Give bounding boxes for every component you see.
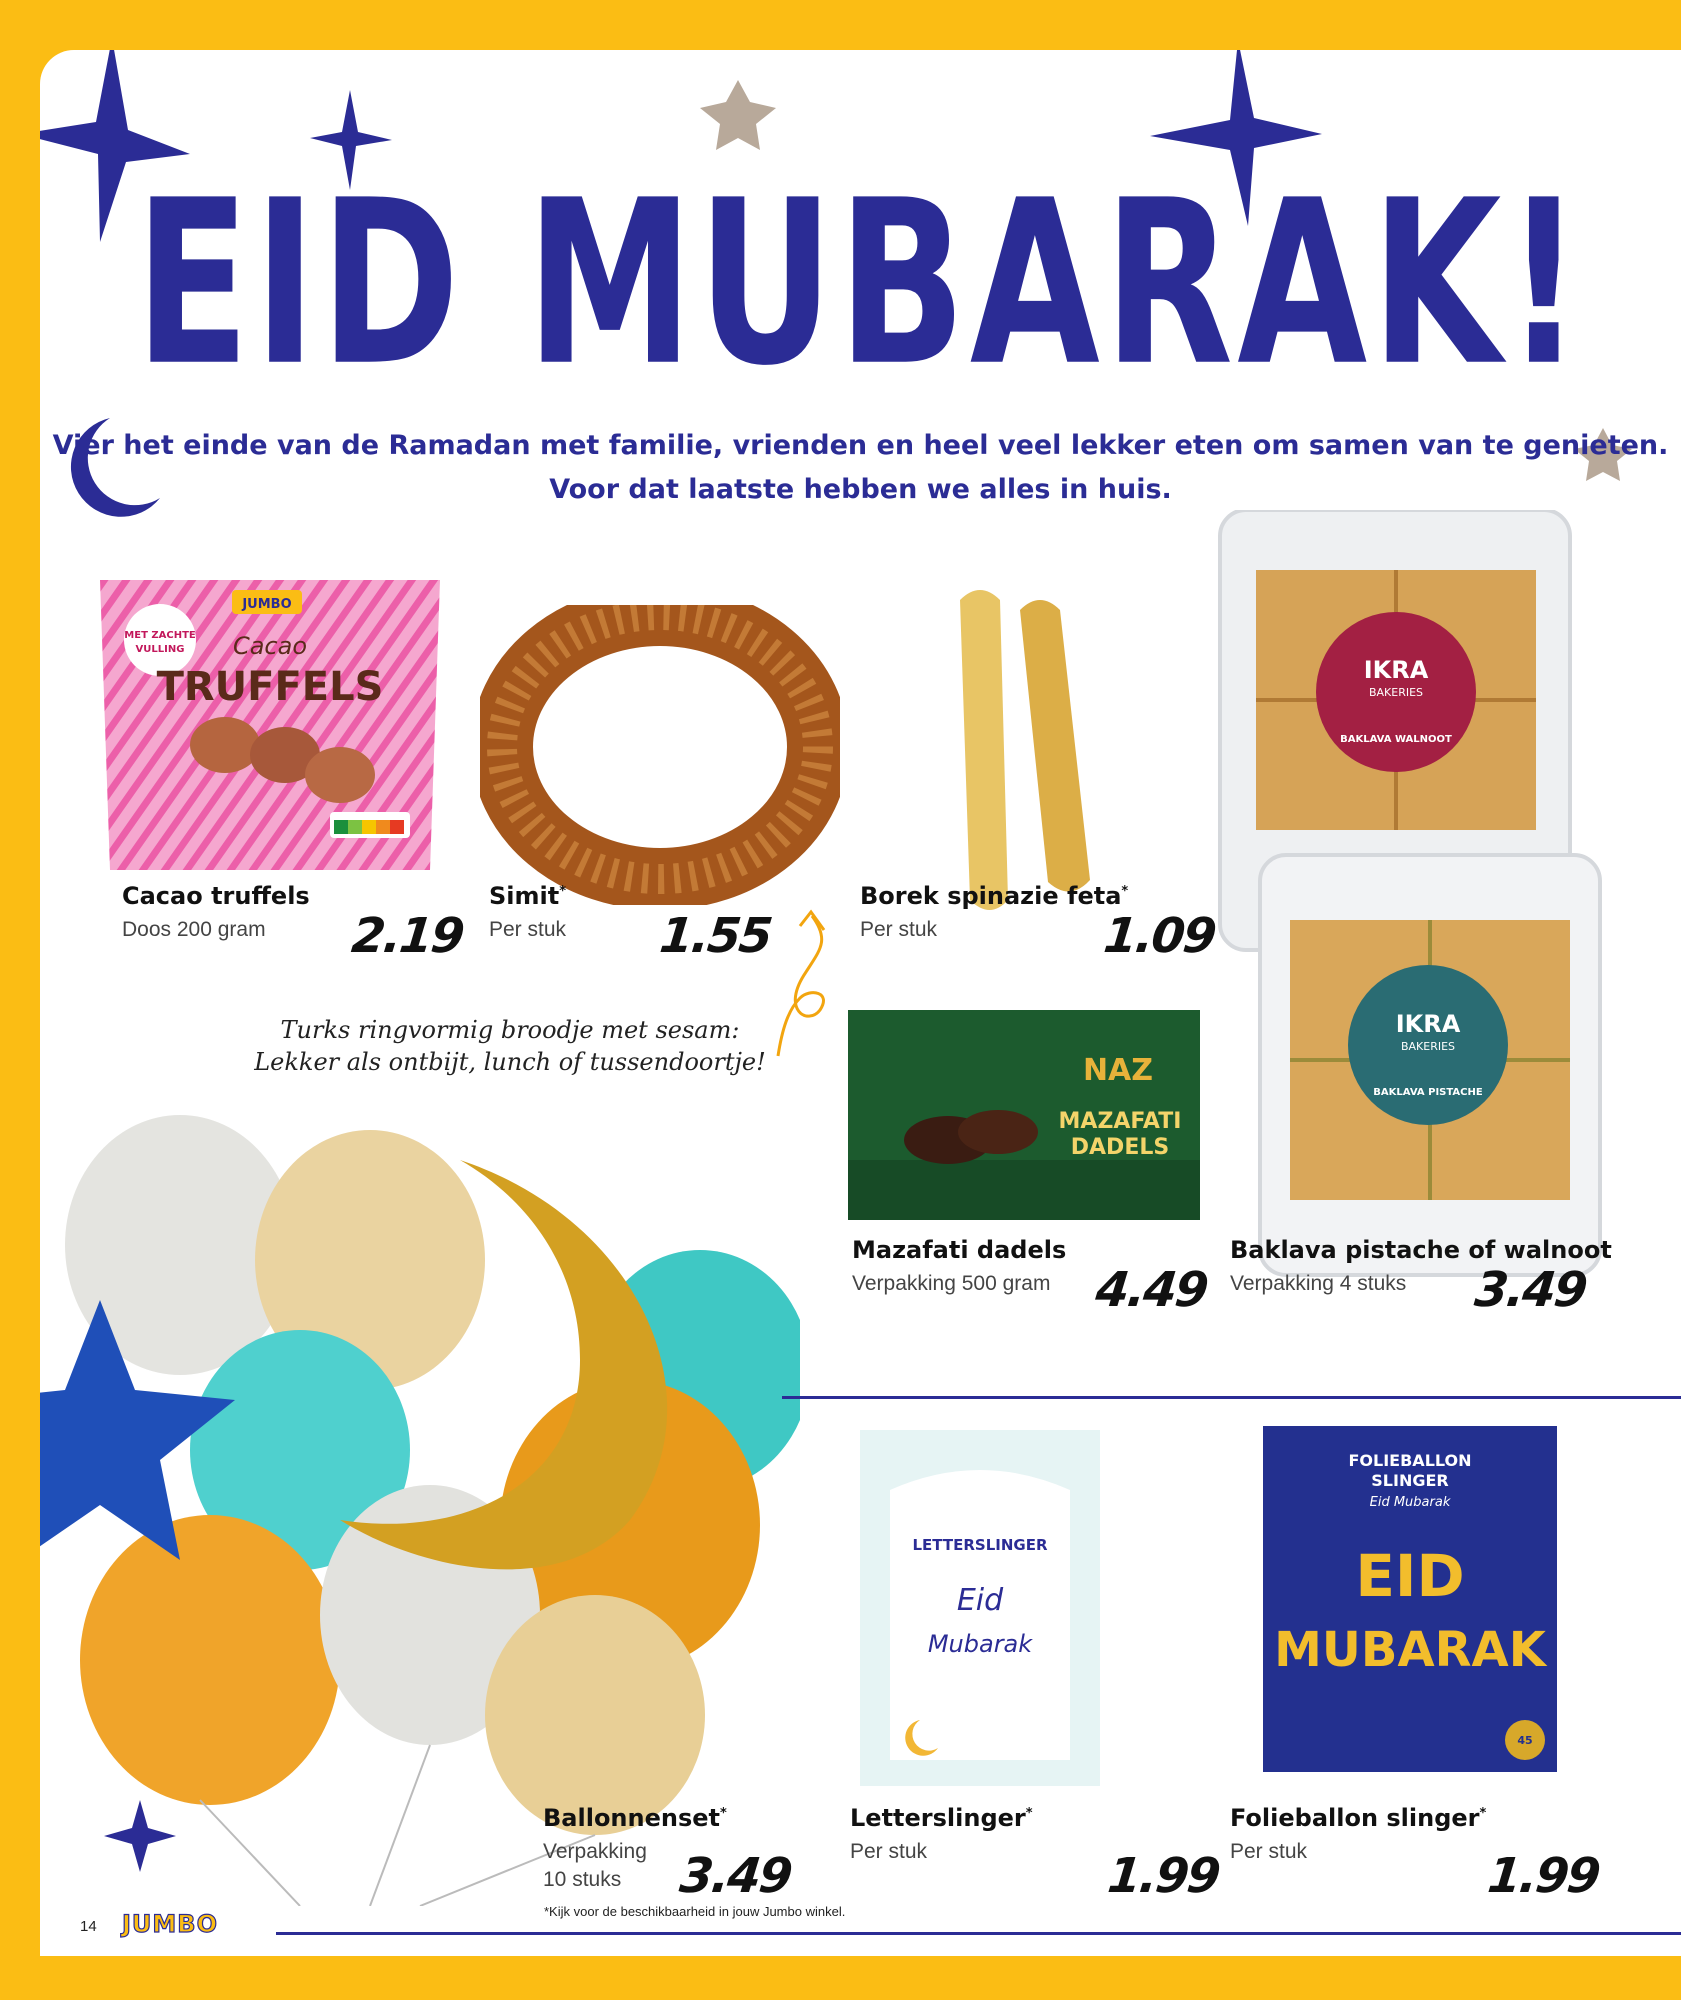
product-price-dadels: 4.49 bbox=[1093, 1262, 1210, 1318]
star-icon bbox=[700, 80, 776, 150]
flyer-page bbox=[40, 50, 1681, 1956]
footer-divider bbox=[276, 1932, 1681, 1935]
product-name-truffels: Cacao truffels bbox=[122, 882, 310, 910]
product-desc-simit: Per stuk bbox=[489, 918, 567, 941]
simit-image bbox=[480, 605, 840, 905]
product-price-truffels: 2.19 bbox=[349, 908, 466, 964]
letterslinger-pack-mubarak: Mubarak bbox=[927, 1630, 1033, 1658]
product-name-baklava: Baklava pistache of walnoot bbox=[1230, 1236, 1612, 1264]
product-name-simit: Simit* bbox=[489, 882, 567, 910]
product-price-ballonnen: 3.49 bbox=[677, 1848, 794, 1904]
svg-text:MET ZACHTE: MET ZACHTE bbox=[124, 630, 196, 641]
baklava-label-walnoot: BAKLAVA WALNOOT bbox=[1340, 734, 1452, 745]
borek-image bbox=[930, 580, 1150, 920]
svg-text:IKRA: IKRA bbox=[1395, 1010, 1461, 1038]
baklava-label-pistache: BAKLAVA PISTACHE bbox=[1373, 1087, 1483, 1098]
svg-text:BAKERIES: BAKERIES bbox=[1368, 686, 1424, 699]
folieballon-pack-size: 45 bbox=[1517, 1734, 1533, 1747]
folieballon-pack-sub: Eid Mubarak bbox=[1369, 1495, 1451, 1510]
simit-note-line-2: Lekker als ontbijt, lunch of tussendoortje! bbox=[254, 1048, 766, 1076]
product-name-letterslinger: Letterslinger* bbox=[850, 1804, 1033, 1832]
truffels-package-image bbox=[100, 580, 440, 880]
folieballon-pack-word1: EID bbox=[1355, 1542, 1465, 1610]
product-desc-dadels: Verpakking 500 gram bbox=[852, 1272, 1051, 1295]
product-desc-baklava: Verpakking 4 stuks bbox=[1230, 1272, 1407, 1295]
product-name-borek: Borek spinazie feta* bbox=[860, 882, 1129, 910]
baklava-image bbox=[1210, 510, 1610, 1280]
product-desc-truffels: Doos 200 gram bbox=[122, 918, 266, 941]
product-desc-ballonnen-2: 10 stuks bbox=[543, 1868, 622, 1891]
folieballon-pack-title2: SLINGER bbox=[1371, 1471, 1449, 1490]
truffels-pack-big: TRUFFELS bbox=[156, 664, 384, 710]
page-title: EID MUBARAK! bbox=[134, 151, 1587, 416]
simit-note-line-1: Turks ringvormig broodje met sesam: bbox=[280, 1016, 740, 1044]
truffels-pack-small: Cacao bbox=[232, 632, 308, 660]
letterslinger-package-image bbox=[860, 1430, 1100, 1786]
product-price-folieballon: 1.99 bbox=[1485, 1848, 1602, 1904]
folieballon-package-image bbox=[1263, 1426, 1557, 1772]
baklava-brand: IKRA bbox=[1363, 656, 1429, 684]
product-name-dadels: Mazafati dadels bbox=[852, 1236, 1067, 1264]
product-price-letterslinger: 1.99 bbox=[1105, 1848, 1222, 1904]
product-desc-ballonnen-1: Verpakking bbox=[543, 1840, 647, 1863]
product-price-baklava: 3.49 bbox=[1472, 1262, 1589, 1318]
dadels-pack-line1: MAZAFATI bbox=[1058, 1109, 1182, 1134]
product-name-folieballon: Folieballon slinger* bbox=[1230, 1804, 1487, 1832]
folieballon-pack-word2: MUBARAK bbox=[1274, 1622, 1546, 1678]
dadels-pack-line2: DADELS bbox=[1070, 1135, 1170, 1160]
footnote: *Kijk voor de beschikbaarheid in jouw Jumbo winkel. bbox=[544, 1904, 846, 1919]
product-desc-letterslinger: Per stuk bbox=[850, 1840, 928, 1863]
jumbo-logo: JUMBO bbox=[122, 1910, 218, 1938]
subtitle-line-2: Voor dat laatste hebben we alles in huis. bbox=[549, 474, 1172, 505]
letterslinger-pack-eid: Eid bbox=[956, 1583, 1004, 1618]
product-price-borek: 1.09 bbox=[1101, 908, 1218, 964]
section-divider bbox=[782, 1396, 1681, 1399]
balloon-set-image bbox=[40, 1100, 800, 1906]
page-number: 14 bbox=[80, 1918, 97, 1935]
dadels-pack-brand: NAZ bbox=[1082, 1053, 1154, 1088]
svg-text:VULLING: VULLING bbox=[135, 644, 185, 655]
subtitle-line-1: Vier het einde van de Ramadan met familie, vrienden en heel veel lekker eten om samen van te genieten. bbox=[52, 430, 1669, 461]
svg-text:BAKERIES: BAKERIES bbox=[1400, 1040, 1456, 1053]
product-name-ballonnen: Ballonnenset* bbox=[543, 1804, 727, 1832]
product-desc-borek: Per stuk bbox=[860, 918, 938, 941]
simit-note bbox=[230, 1014, 790, 1078]
arrow-head-icon bbox=[800, 912, 824, 930]
letterslinger-pack-title: LETTERSLINGER bbox=[912, 1536, 1048, 1554]
dadels-package-image bbox=[848, 1010, 1200, 1220]
folieballon-pack-title1: FOLIEBALLON bbox=[1348, 1451, 1472, 1470]
truffels-pack-brand: JUMBO bbox=[242, 597, 292, 612]
product-price-simit: 1.55 bbox=[657, 908, 774, 964]
product-desc-folieballon: Per stuk bbox=[1230, 1840, 1308, 1863]
